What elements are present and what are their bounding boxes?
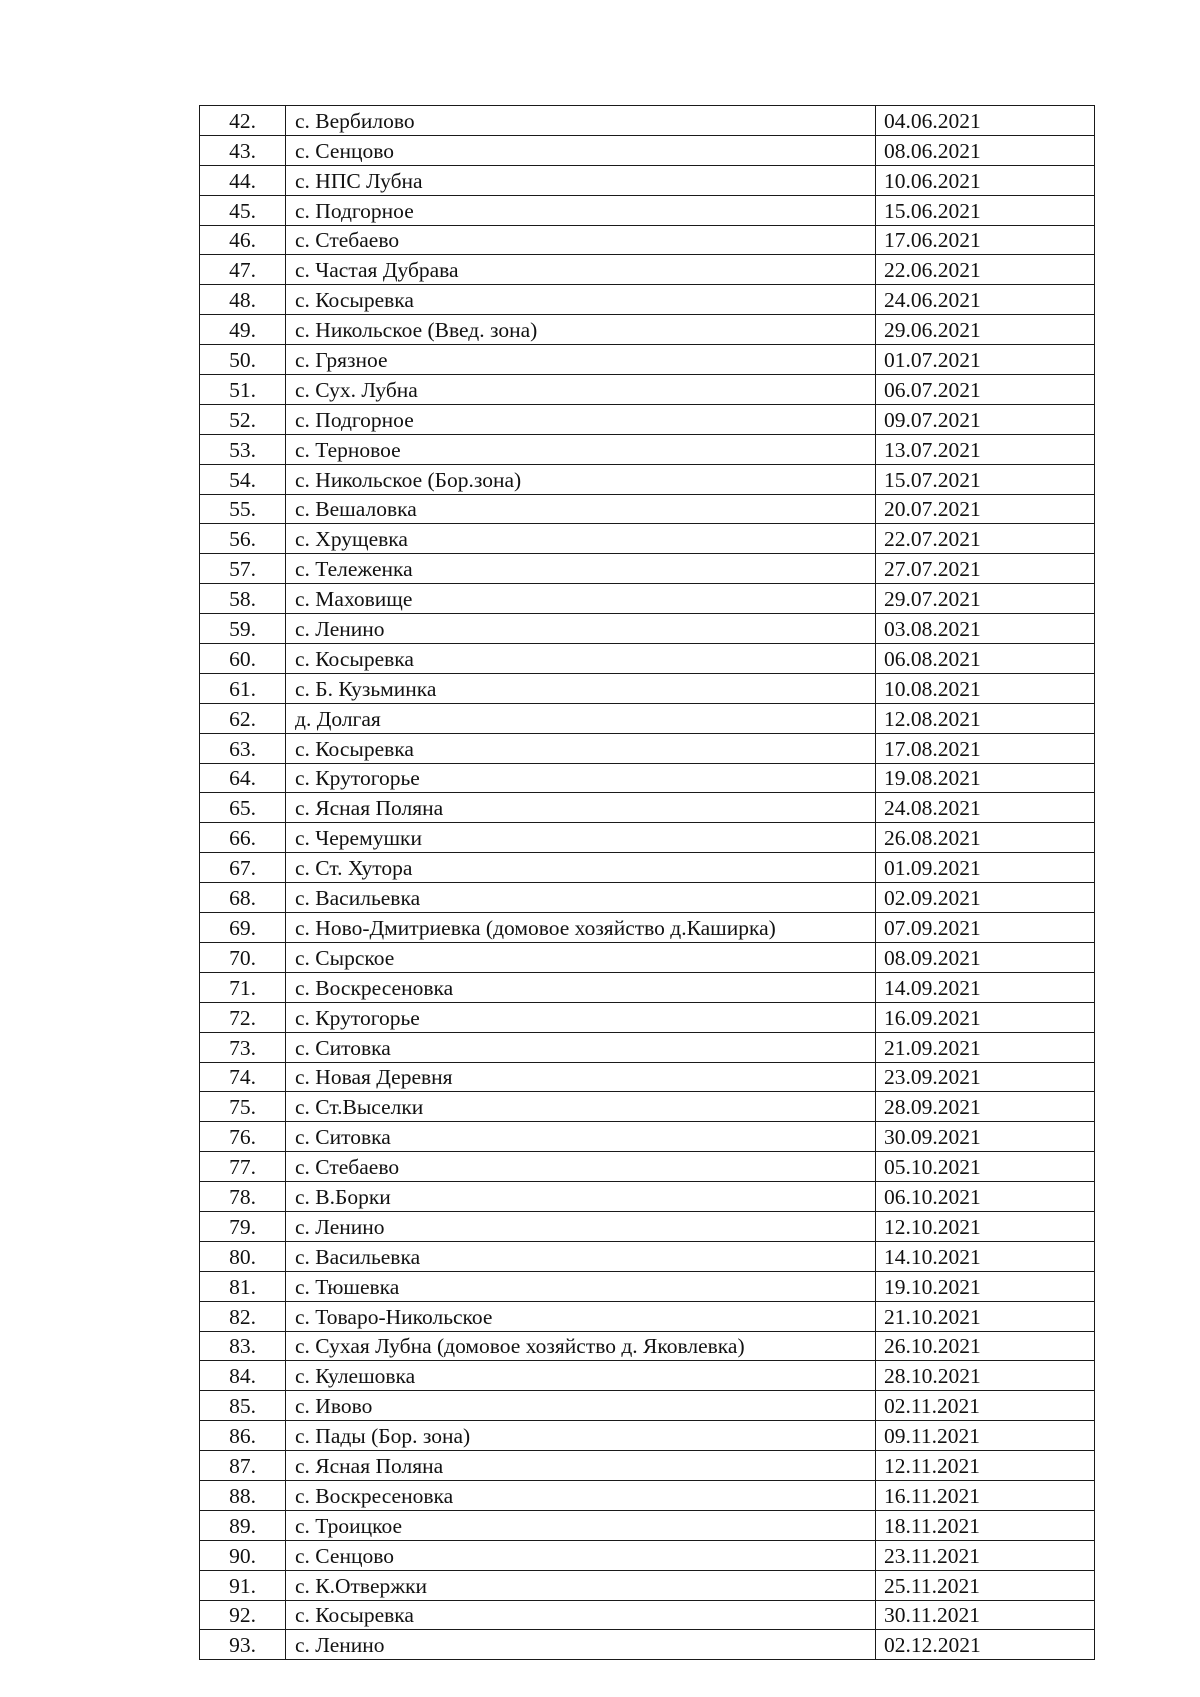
visit-date-cell: 28.10.2021 bbox=[876, 1361, 1095, 1391]
table-row bbox=[200, 763, 1095, 793]
table-row bbox=[200, 375, 1095, 405]
visit-date-cell: 06.07.2021 bbox=[876, 375, 1095, 405]
table-row bbox=[200, 1241, 1095, 1271]
table-row bbox=[200, 255, 1095, 285]
settlement-name-cell: с. Подгорное bbox=[286, 195, 876, 225]
settlement-name-cell: с. Пады (Бор. зона) bbox=[286, 1421, 876, 1451]
settlement-name-cell: с. Терновое bbox=[286, 434, 876, 464]
visit-date-cell: 27.07.2021 bbox=[876, 554, 1095, 584]
table-row bbox=[200, 1540, 1095, 1570]
visit-date-cell: 14.09.2021 bbox=[876, 972, 1095, 1002]
row-number-cell: 91. bbox=[200, 1570, 286, 1600]
table-row bbox=[200, 1092, 1095, 1122]
settlement-name-cell: с. Вешаловка bbox=[286, 494, 876, 524]
row-number-cell: 75. bbox=[200, 1092, 286, 1122]
settlement-name-cell: с. Воскресеновка bbox=[286, 1480, 876, 1510]
row-number-cell: 90. bbox=[200, 1540, 286, 1570]
settlement-name-cell: с. Ситовка bbox=[286, 1032, 876, 1062]
visit-date-cell: 22.06.2021 bbox=[876, 255, 1095, 285]
visit-date-cell: 03.08.2021 bbox=[876, 614, 1095, 644]
row-number-cell: 53. bbox=[200, 434, 286, 464]
visit-date-cell: 04.06.2021 bbox=[876, 106, 1095, 136]
visit-date-cell: 07.09.2021 bbox=[876, 913, 1095, 943]
visit-date-cell: 02.12.2021 bbox=[876, 1630, 1095, 1660]
visit-date-cell: 16.09.2021 bbox=[876, 1002, 1095, 1032]
visit-date-cell: 24.06.2021 bbox=[876, 285, 1095, 315]
visit-date-cell: 25.11.2021 bbox=[876, 1570, 1095, 1600]
row-number-cell: 78. bbox=[200, 1182, 286, 1212]
visit-date-cell: 30.09.2021 bbox=[876, 1122, 1095, 1152]
row-number-cell: 47. bbox=[200, 255, 286, 285]
settlement-name-cell: с. Стебаево bbox=[286, 225, 876, 255]
settlement-name-cell: д. Долгая bbox=[286, 703, 876, 733]
table-row bbox=[200, 1182, 1095, 1212]
visit-date-cell: 06.10.2021 bbox=[876, 1182, 1095, 1212]
settlement-name-cell: с. Вербилово bbox=[286, 106, 876, 136]
schedule-table bbox=[199, 105, 1095, 1660]
table-row bbox=[200, 584, 1095, 614]
table-row bbox=[200, 404, 1095, 434]
visit-date-cell: 08.06.2021 bbox=[876, 135, 1095, 165]
visit-date-cell: 08.09.2021 bbox=[876, 942, 1095, 972]
settlement-name-cell: с. Хрущевка bbox=[286, 524, 876, 554]
settlement-name-cell: с. Воскресеновка bbox=[286, 972, 876, 1002]
table-row bbox=[200, 135, 1095, 165]
settlement-name-cell: с. Кулешовка bbox=[286, 1361, 876, 1391]
visit-date-cell: 26.08.2021 bbox=[876, 823, 1095, 853]
visit-date-cell: 01.07.2021 bbox=[876, 345, 1095, 375]
visit-date-cell: 12.08.2021 bbox=[876, 703, 1095, 733]
visit-date-cell: 19.08.2021 bbox=[876, 763, 1095, 793]
table-row bbox=[200, 1451, 1095, 1481]
visit-date-cell: 29.06.2021 bbox=[876, 315, 1095, 345]
row-number-cell: 84. bbox=[200, 1361, 286, 1391]
row-number-cell: 86. bbox=[200, 1421, 286, 1451]
row-number-cell: 57. bbox=[200, 554, 286, 584]
settlement-name-cell: с. Сухая Лубна (домовое хозяйство д. Яковлевка) bbox=[286, 1331, 876, 1361]
table-row bbox=[200, 225, 1095, 255]
settlement-name-cell: с. Ивово bbox=[286, 1391, 876, 1421]
visit-date-cell: 24.08.2021 bbox=[876, 793, 1095, 823]
visit-date-cell: 01.09.2021 bbox=[876, 853, 1095, 883]
visit-date-cell: 10.08.2021 bbox=[876, 673, 1095, 703]
row-number-cell: 67. bbox=[200, 853, 286, 883]
row-number-cell: 64. bbox=[200, 763, 286, 793]
settlement-name-cell: с. Частая Дубрава bbox=[286, 255, 876, 285]
row-number-cell: 42. bbox=[200, 106, 286, 136]
table-row bbox=[200, 1331, 1095, 1361]
row-number-cell: 88. bbox=[200, 1480, 286, 1510]
table-row bbox=[200, 733, 1095, 763]
settlement-name-cell: с. Косыревка bbox=[286, 285, 876, 315]
settlement-name-cell: с. Тюшевка bbox=[286, 1271, 876, 1301]
row-number-cell: 62. bbox=[200, 703, 286, 733]
settlement-name-cell: с. Ленино bbox=[286, 1211, 876, 1241]
settlement-name-cell: с. Ленино bbox=[286, 614, 876, 644]
table-row bbox=[200, 1570, 1095, 1600]
row-number-cell: 89. bbox=[200, 1510, 286, 1540]
table-row bbox=[200, 883, 1095, 913]
table-row bbox=[200, 673, 1095, 703]
settlement-name-cell: с. Маховище bbox=[286, 584, 876, 614]
table-row bbox=[200, 434, 1095, 464]
table-row bbox=[200, 1301, 1095, 1331]
row-number-cell: 45. bbox=[200, 195, 286, 225]
settlement-name-cell: с. Тележенка bbox=[286, 554, 876, 584]
row-number-cell: 82. bbox=[200, 1301, 286, 1331]
settlement-name-cell: с. Никольское (Введ. зона) bbox=[286, 315, 876, 345]
row-number-cell: 93. bbox=[200, 1630, 286, 1660]
settlement-name-cell: с. Ясная Поляна bbox=[286, 1451, 876, 1481]
row-number-cell: 83. bbox=[200, 1331, 286, 1361]
table-row bbox=[200, 614, 1095, 644]
visit-date-cell: 05.10.2021 bbox=[876, 1152, 1095, 1182]
settlement-name-cell: с. Ленино bbox=[286, 1630, 876, 1660]
table-row bbox=[200, 942, 1095, 972]
row-number-cell: 52. bbox=[200, 404, 286, 434]
table-row bbox=[200, 315, 1095, 345]
settlement-name-cell: с. Крутогорье bbox=[286, 1002, 876, 1032]
visit-date-cell: 18.11.2021 bbox=[876, 1510, 1095, 1540]
visit-date-cell: 02.11.2021 bbox=[876, 1391, 1095, 1421]
row-number-cell: 58. bbox=[200, 584, 286, 614]
row-number-cell: 85. bbox=[200, 1391, 286, 1421]
visit-date-cell: 12.10.2021 bbox=[876, 1211, 1095, 1241]
settlement-name-cell: с. Б. Кузьминка bbox=[286, 673, 876, 703]
settlement-name-cell: с. К.Отвержки bbox=[286, 1570, 876, 1600]
table-row bbox=[200, 1122, 1095, 1152]
settlement-name-cell: с. Ст.Выселки bbox=[286, 1092, 876, 1122]
table-row bbox=[200, 793, 1095, 823]
settlement-name-cell: с. Ясная Поляна bbox=[286, 793, 876, 823]
row-number-cell: 73. bbox=[200, 1032, 286, 1062]
table-row bbox=[200, 913, 1095, 943]
table-row bbox=[200, 853, 1095, 883]
table-row bbox=[200, 644, 1095, 674]
visit-date-cell: 13.07.2021 bbox=[876, 434, 1095, 464]
table-row bbox=[200, 106, 1095, 136]
settlement-name-cell: с. Товаро-Никольское bbox=[286, 1301, 876, 1331]
visit-date-cell: 22.07.2021 bbox=[876, 524, 1095, 554]
table-row bbox=[200, 972, 1095, 1002]
settlement-name-cell: с. Ситовка bbox=[286, 1122, 876, 1152]
row-number-cell: 51. bbox=[200, 375, 286, 405]
row-number-cell: 74. bbox=[200, 1062, 286, 1092]
visit-date-cell: 09.11.2021 bbox=[876, 1421, 1095, 1451]
visit-date-cell: 06.08.2021 bbox=[876, 644, 1095, 674]
row-number-cell: 65. bbox=[200, 793, 286, 823]
settlement-name-cell: с. Грязное bbox=[286, 345, 876, 375]
settlement-name-cell: с. Сырское bbox=[286, 942, 876, 972]
table-row bbox=[200, 823, 1095, 853]
settlement-name-cell: с. НПС Лубна bbox=[286, 165, 876, 195]
settlement-name-cell: с. Троицкое bbox=[286, 1510, 876, 1540]
settlement-name-cell: с. Сенцово bbox=[286, 1540, 876, 1570]
row-number-cell: 43. bbox=[200, 135, 286, 165]
visit-date-cell: 20.07.2021 bbox=[876, 494, 1095, 524]
row-number-cell: 87. bbox=[200, 1451, 286, 1481]
row-number-cell: 76. bbox=[200, 1122, 286, 1152]
settlement-name-cell: с. Крутогорье bbox=[286, 763, 876, 793]
table-row bbox=[200, 1152, 1095, 1182]
table-row bbox=[200, 1630, 1095, 1660]
visit-date-cell: 02.09.2021 bbox=[876, 883, 1095, 913]
row-number-cell: 55. bbox=[200, 494, 286, 524]
row-number-cell: 50. bbox=[200, 345, 286, 375]
settlement-name-cell: с. Ново-Дмитриевка (домовое хозяйство д.Каширка) bbox=[286, 913, 876, 943]
row-number-cell: 54. bbox=[200, 464, 286, 494]
visit-date-cell: 21.09.2021 bbox=[876, 1032, 1095, 1062]
row-number-cell: 49. bbox=[200, 315, 286, 345]
table-row bbox=[200, 1421, 1095, 1451]
schedule-table-body bbox=[200, 106, 1095, 1660]
row-number-cell: 92. bbox=[200, 1600, 286, 1630]
settlement-name-cell: с. Косыревка bbox=[286, 733, 876, 763]
row-number-cell: 71. bbox=[200, 972, 286, 1002]
row-number-cell: 81. bbox=[200, 1271, 286, 1301]
row-number-cell: 48. bbox=[200, 285, 286, 315]
visit-date-cell: 10.06.2021 bbox=[876, 165, 1095, 195]
settlement-name-cell: с. В.Борки bbox=[286, 1182, 876, 1212]
table-row bbox=[200, 554, 1095, 584]
table-row bbox=[200, 703, 1095, 733]
visit-date-cell: 23.11.2021 bbox=[876, 1540, 1095, 1570]
visit-date-cell: 14.10.2021 bbox=[876, 1241, 1095, 1271]
settlement-name-cell: с. Косыревка bbox=[286, 1600, 876, 1630]
row-number-cell: 77. bbox=[200, 1152, 286, 1182]
table-row bbox=[200, 1271, 1095, 1301]
table-row bbox=[200, 195, 1095, 225]
table-row bbox=[200, 1510, 1095, 1540]
visit-date-cell: 15.07.2021 bbox=[876, 464, 1095, 494]
visit-date-cell: 19.10.2021 bbox=[876, 1271, 1095, 1301]
visit-date-cell: 17.06.2021 bbox=[876, 225, 1095, 255]
visit-date-cell: 12.11.2021 bbox=[876, 1451, 1095, 1481]
visit-date-cell: 26.10.2021 bbox=[876, 1331, 1095, 1361]
visit-date-cell: 16.11.2021 bbox=[876, 1480, 1095, 1510]
settlement-name-cell: с. Новая Деревня bbox=[286, 1062, 876, 1092]
settlement-name-cell: с. Сенцово bbox=[286, 135, 876, 165]
settlement-name-cell: с. Васильевка bbox=[286, 883, 876, 913]
visit-date-cell: 29.07.2021 bbox=[876, 584, 1095, 614]
visit-date-cell: 30.11.2021 bbox=[876, 1600, 1095, 1630]
settlement-name-cell: с. Черемушки bbox=[286, 823, 876, 853]
table-row bbox=[200, 345, 1095, 375]
visit-date-cell: 09.07.2021 bbox=[876, 404, 1095, 434]
row-number-cell: 63. bbox=[200, 733, 286, 763]
row-number-cell: 56. bbox=[200, 524, 286, 554]
row-number-cell: 69. bbox=[200, 913, 286, 943]
table-row bbox=[200, 1002, 1095, 1032]
table-row bbox=[200, 494, 1095, 524]
settlement-name-cell: с. Васильевка bbox=[286, 1241, 876, 1271]
visit-date-cell: 23.09.2021 bbox=[876, 1062, 1095, 1092]
row-number-cell: 72. bbox=[200, 1002, 286, 1032]
row-number-cell: 60. bbox=[200, 644, 286, 674]
settlement-name-cell: с. Подгорное bbox=[286, 404, 876, 434]
row-number-cell: 46. bbox=[200, 225, 286, 255]
visit-date-cell: 15.06.2021 bbox=[876, 195, 1095, 225]
visit-date-cell: 17.08.2021 bbox=[876, 733, 1095, 763]
table-row bbox=[200, 1480, 1095, 1510]
table-row bbox=[200, 524, 1095, 554]
row-number-cell: 44. bbox=[200, 165, 286, 195]
table-row bbox=[200, 1032, 1095, 1062]
table-row bbox=[200, 1211, 1095, 1241]
table-row bbox=[200, 1062, 1095, 1092]
table-row bbox=[200, 1600, 1095, 1630]
row-number-cell: 68. bbox=[200, 883, 286, 913]
row-number-cell: 66. bbox=[200, 823, 286, 853]
row-number-cell: 59. bbox=[200, 614, 286, 644]
settlement-name-cell: с. Косыревка bbox=[286, 644, 876, 674]
settlement-name-cell: с. Стебаево bbox=[286, 1152, 876, 1182]
row-number-cell: 70. bbox=[200, 942, 286, 972]
settlement-name-cell: с. Никольское (Бор.зона) bbox=[286, 464, 876, 494]
visit-date-cell: 21.10.2021 bbox=[876, 1301, 1095, 1331]
row-number-cell: 79. bbox=[200, 1211, 286, 1241]
table-row bbox=[200, 464, 1095, 494]
table-row bbox=[200, 1361, 1095, 1391]
table-row bbox=[200, 165, 1095, 195]
settlement-name-cell: с. Сух. Лубна bbox=[286, 375, 876, 405]
settlement-name-cell: с. Ст. Хутора bbox=[286, 853, 876, 883]
visit-date-cell: 28.09.2021 bbox=[876, 1092, 1095, 1122]
row-number-cell: 61. bbox=[200, 673, 286, 703]
table-row bbox=[200, 285, 1095, 315]
row-number-cell: 80. bbox=[200, 1241, 286, 1271]
table-row bbox=[200, 1391, 1095, 1421]
